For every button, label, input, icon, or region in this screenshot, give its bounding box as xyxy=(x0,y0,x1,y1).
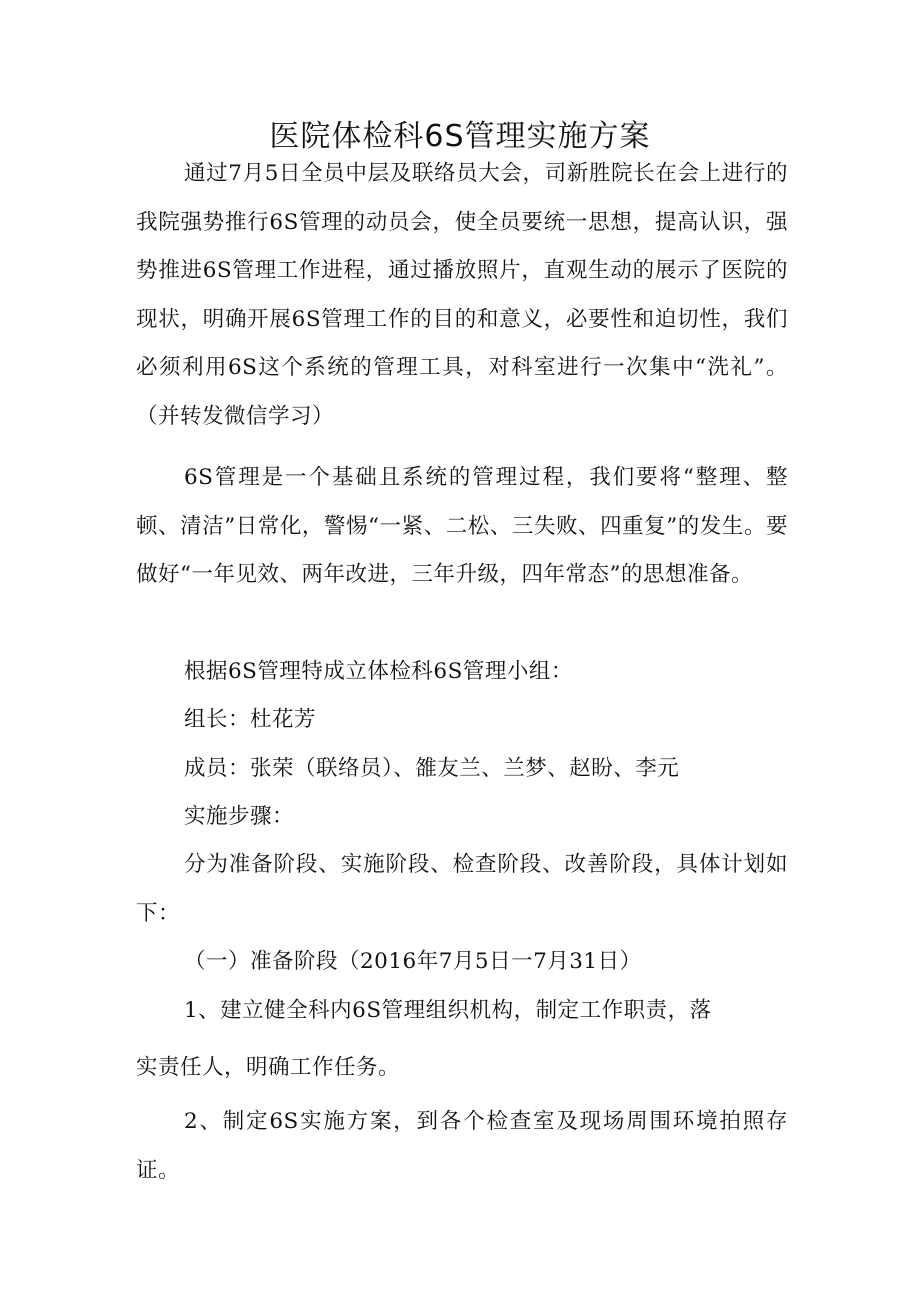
item1-line2: 实责任人，明确工作任务。 xyxy=(136,1055,401,1080)
item1-line1: 1、建立健全科内6S管理组织机构，制定工作职责，落 xyxy=(184,998,712,1023)
document-title: 医院体检科6S管理实施方案 xyxy=(269,119,651,154)
members-line: 成员：张荣（联络员）、雒友兰、兰梦、赵盼、李元 xyxy=(184,756,680,781)
steps-heading: 实施步骤： xyxy=(184,804,295,829)
item2-paragraph: 2、制定6S实施方案，到各个检查室及现场周围环境拍照存证。 xyxy=(136,1109,788,1183)
group-intro-line: 根据6S管理特成立体检科6S管理小组： xyxy=(184,659,573,684)
steps-intro-paragraph: 分为准备阶段、实施阶段、检查阶段、改善阶段，具体计划如下： xyxy=(136,852,788,926)
leader-line: 组长：杜花芳 xyxy=(184,707,317,732)
phase1-heading: （一）准备阶段（2016年7月5日一7月31日） xyxy=(184,949,642,974)
principle-paragraph: 6S管理是一个基础且系统的管理过程，我们要将“整理、整顿、清洁”日常化，警惕“一紧、二松、三失败、四重复”的发生。要做好“一年见效、两年改进，三年升级，四年常态”的思想准备。 xyxy=(136,465,788,588)
intro-paragraph: 通过7月5日全员中层及联络员大会，司新胜院长在会上进行的我院强势推行6S管理的动员会，使全员要统一思想，提高认识，强势推进6S管理工作进程，通过播放照片，直观生动的展示了医院的现状，明确开展6S管理工作的目的和意义，必要性和迫切性，我们必须利用6S这个系统的管理工具，对科室进行一次集中“洗礼”。（并转发微信学习） xyxy=(136,161,788,429)
